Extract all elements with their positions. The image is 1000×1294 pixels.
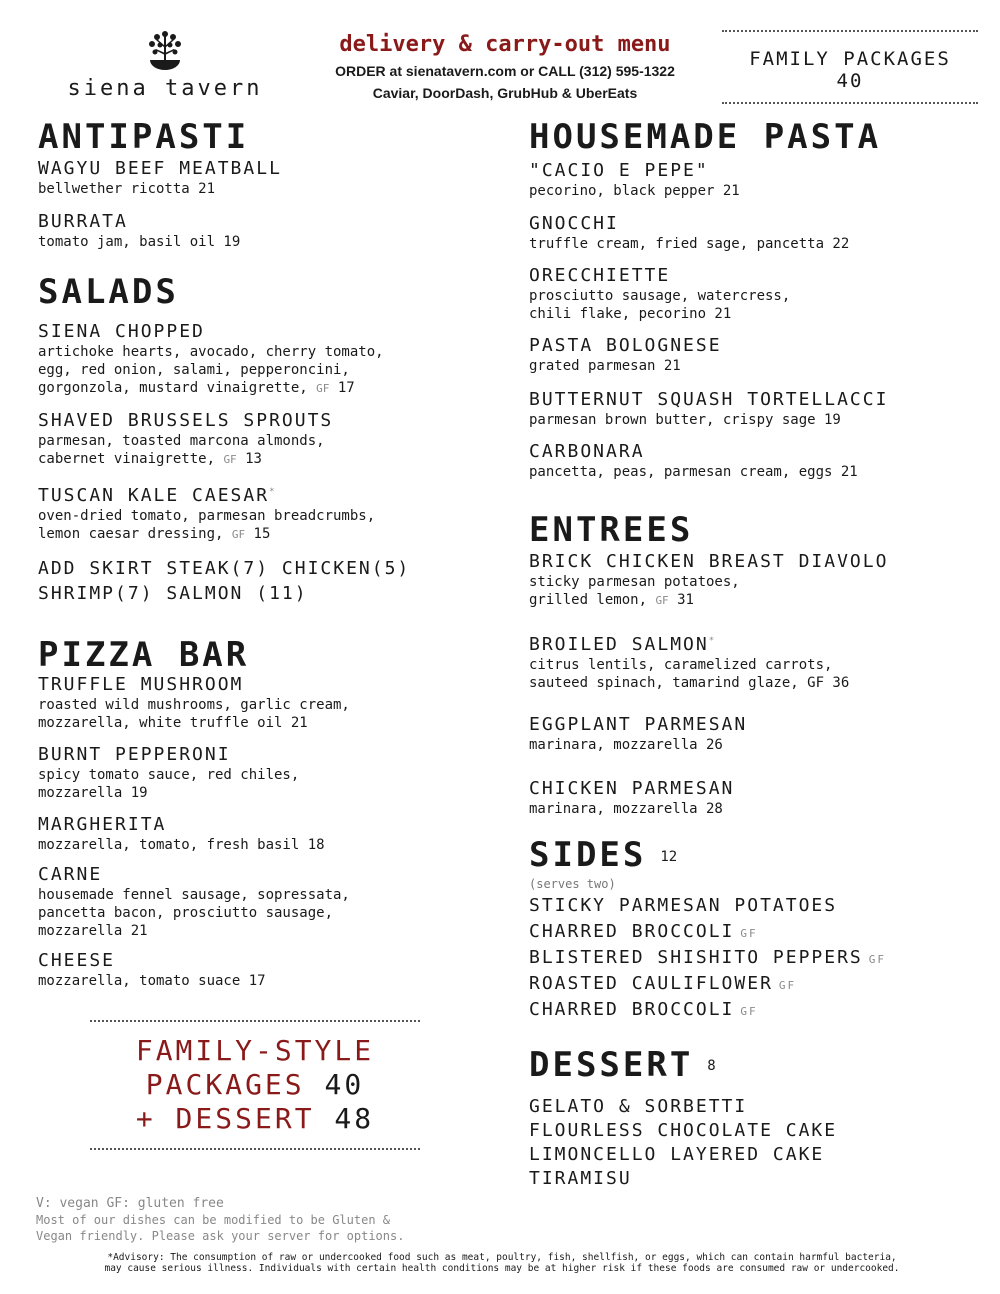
item-name: WAGYU BEEF MEATBALL — [38, 158, 282, 179]
item-name: TRUFFLE MUSHROOM — [38, 674, 244, 695]
item-name: GNOCCHI — [529, 213, 619, 234]
section-title-antipasti: ANTIPASTI — [38, 117, 250, 157]
right-column — [529, 118, 979, 1191]
item-name: CARNE — [38, 864, 103, 885]
item-name: PASTA BOLOGNESE — [529, 335, 722, 356]
section-title-pasta: HOUSEMADE PASTA — [529, 117, 882, 157]
section-title-pizza: PIZZA BAR — [38, 635, 250, 675]
list-item: ROASTED CAULIFLOWER GF — [529, 972, 797, 994]
item-desc: parmesan, toasted marcona almonds, cabernet vinaigrette, GF 13 — [38, 433, 325, 467]
menu-item — [38, 321, 508, 398]
gluten-free-tag: GF — [655, 594, 669, 607]
menu-title: delivery & carry-out menu — [339, 32, 671, 57]
menu-item — [38, 744, 508, 802]
gluten-free-tag: GF — [740, 1004, 758, 1018]
order-line: ORDER at sienatavern.com or CALL (312) 595-1322 — [335, 63, 675, 79]
menu-item — [529, 389, 979, 429]
menu-item — [38, 211, 508, 251]
dessert-list — [529, 1095, 979, 1191]
menu-item — [38, 864, 508, 940]
item-name: BURNT PEPPERONI — [38, 744, 231, 765]
item-desc: oven-dried tomato, parmesan breadcrumbs, lemon caesar dressing, GF 15 — [38, 508, 376, 542]
item-desc: pancetta, peas, parmesan cream, eggs 21 — [529, 464, 858, 480]
advisory-line: *Advisory: The consumption of raw or undercooked food such as meat, poultry, fish, shellfish, or eggs, which can contain harmful bacteria, — [107, 1252, 897, 1263]
item-name: MARGHERITA — [38, 814, 167, 835]
item-name: TUSCAN KALE CAESAR* — [38, 485, 277, 506]
item-desc: grated parmesan 21 — [529, 358, 681, 374]
add-protein — [38, 556, 508, 606]
item-desc: prosciutto sausage, watercress, chili flake, pecorino 21 — [529, 288, 791, 322]
item-name: BRICK CHICKEN BREAST DIAVOLO — [529, 551, 889, 572]
item-desc: pecorino, black pepper 21 — [529, 183, 740, 199]
menu-item — [529, 551, 979, 610]
tree-icon — [142, 28, 188, 72]
family-style-line: PACKAGES 40 — [145, 1068, 365, 1101]
item-desc: artichoke hearts, avocado, cherry tomato, egg, red onion, salami, pepperoncini, gorgonzola, mustard vinaigrette, GF 17 — [38, 344, 384, 396]
dietary-footnote — [36, 1196, 476, 1244]
gluten-free-tag: GF — [231, 528, 246, 541]
section-title-entrees: ENTREES — [529, 510, 694, 550]
advisory-line: may cause serious illness. Individuals with certain health conditions may be at higher risk if these foods are consumed raw or undercooked. — [104, 1263, 900, 1274]
list-item: CHARRED BROCCOLI GF — [529, 998, 758, 1020]
item-name: CHICKEN PARMESAN — [529, 778, 735, 799]
advisory-notice — [22, 1252, 982, 1274]
item-name: BROILED SALMON* — [529, 634, 717, 655]
menu-item — [38, 814, 508, 854]
list-item: FLOURLESS CHOCOLATE CAKE — [529, 1120, 838, 1141]
dietary-note: Vegan friendly. Please ask your server for options. — [36, 1229, 405, 1243]
list-item: GELATO & SORBETTI — [529, 1096, 748, 1117]
menu-item — [38, 481, 508, 544]
dessert-price: 8 — [707, 1058, 716, 1074]
item-desc: truffle cream, fried sage, pancetta 22 — [529, 236, 850, 252]
item-desc: marinara, mozzarella 28 — [529, 801, 723, 817]
item-name: "CACIO E PEPE" — [529, 160, 709, 181]
list-item: TIRAMISU — [529, 1168, 632, 1189]
menu-item — [529, 630, 979, 692]
family-style-packages — [90, 1020, 420, 1150]
family-style-line: FAMILY-STYLE — [135, 1034, 375, 1067]
item-name: CHEESE — [38, 950, 116, 971]
list-item: BLISTERED SHISHITO PEPPERS GF — [529, 946, 887, 968]
sides-list — [529, 894, 979, 1024]
item-desc: parmesan brown butter, crispy sage 19 — [529, 412, 841, 428]
menu-item — [38, 410, 508, 469]
item-desc: tomato jam, basil oil 19 — [38, 234, 241, 250]
order-header — [300, 32, 710, 101]
item-desc: citrus lentils, caramelized carrots, sauteed spinach, tamarind glaze, GF 36 — [529, 657, 850, 691]
section-title-salads: SALADS — [38, 272, 179, 312]
add-protein-line: SHRIMP(7) SALMON (11) — [38, 583, 308, 604]
logo — [40, 28, 290, 101]
left-column — [38, 118, 508, 990]
menu-item — [529, 213, 979, 253]
item-desc: housemade fennel sausage, sopressata, pancetta bacon, prosciutto sausage, mozzarella 21 — [38, 887, 350, 939]
gluten-free-tag: GF — [223, 453, 237, 466]
gluten-free-tag: GF — [868, 952, 887, 966]
menu-item — [38, 674, 508, 732]
item-desc: bellwether ricotta 21 — [38, 181, 216, 197]
item-desc: mozzarella, tomato suace 17 — [38, 973, 266, 989]
section-title-dessert: DESSERT 8 — [529, 1044, 716, 1085]
gluten-free-tag: GF — [740, 926, 758, 940]
dietary-note: Most of our dishes can be modified to be Gluten & — [36, 1213, 391, 1227]
item-desc: mozzarella, tomato, fresh basil 18 — [38, 837, 325, 853]
advisory-star: * — [708, 636, 717, 646]
add-protein-line: ADD SKIRT STEAK(7) CHICKEN(5) — [38, 558, 411, 579]
family-style-line: + DESSERT 48 — [135, 1102, 375, 1135]
menu-item — [38, 158, 508, 198]
list-item: LIMONCELLO LAYERED CAKE — [529, 1144, 825, 1165]
dietary-legend: V: vegan GF: gluten free — [36, 1196, 224, 1211]
menu-item — [38, 950, 508, 990]
sides-price: 12 — [660, 848, 678, 865]
item-desc: sticky parmesan potatoes, grilled lemon, GF 31 — [529, 574, 740, 608]
list-item: STICKY PARMESAN POTATOES — [529, 894, 838, 916]
item-desc: roasted wild mushrooms, garlic cream, mozzarella, white truffle oil 21 — [38, 697, 350, 731]
menu-item — [529, 714, 979, 754]
item-name: BUTTERNUT SQUASH TORTELLACCI — [529, 389, 889, 410]
delivery-partners: Caviar, DoorDash, GrubHub & UberEats — [372, 85, 638, 101]
item-name: ORECCHIETTE — [529, 265, 671, 286]
menu-item — [529, 335, 979, 375]
menu-item — [529, 160, 979, 200]
family-packages-price: 40 — [836, 70, 864, 92]
item-name: CARBONARA — [529, 441, 645, 462]
family-packages-title: FAMILY PACKAGES — [749, 48, 951, 70]
item-name: BURRATA — [38, 211, 128, 232]
sides-note: (serves two) — [529, 876, 616, 891]
gluten-free-tag: GF — [778, 978, 797, 992]
gluten-free-tag: GF — [316, 382, 330, 395]
advisory-star: * — [269, 487, 277, 497]
list-item: CHARRED BROCCOLI GF — [529, 920, 758, 942]
item-name: SIENA CHOPPED — [38, 321, 205, 342]
item-desc: marinara, mozzarella 26 — [529, 737, 723, 753]
menu-item — [529, 441, 979, 481]
item-name: SHAVED BRUSSELS SPROUTS — [38, 410, 334, 431]
family-packages-box — [722, 30, 978, 104]
item-desc: spicy tomato sauce, red chiles, mozzarella 19 — [38, 767, 300, 801]
section-title-sides: SIDES 12 — [529, 835, 678, 875]
menu-item — [529, 265, 979, 323]
menu-item — [529, 778, 979, 818]
item-name: EGGPLANT PARMESAN — [529, 714, 748, 735]
restaurant-name: siena tavern — [67, 76, 263, 101]
